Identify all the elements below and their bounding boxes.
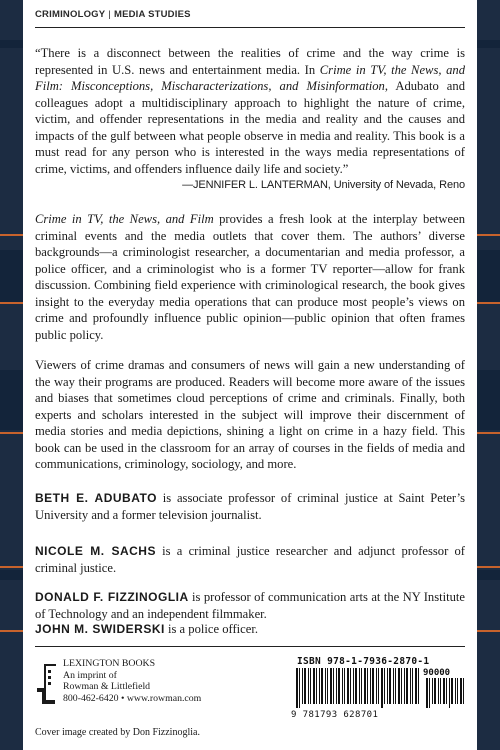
header-rule [35,27,465,28]
barcode-bar [429,678,430,708]
barcode-bar [384,668,385,704]
publisher-line-2: Rowman & Littlefield [63,681,151,693]
endorsement-quote [35,45,465,194]
barcode-bar [457,678,458,704]
description-text-2: Viewers of crime dramas and consumers of news will gain a new understanding of the way their programs are produced. Readers will become more aware of the issues and biases that sometimes cloud perceptions of crime and criminals. Finally, both experts and scholars interested in the subject will improve their discernment of media stories and media depictions, shining a light on crime in a hazy field. This book can be used in the classroom for an array of courses in the fields of media and communications, criminology, sociology, and more. [35,358,465,471]
cover-credit: Cover image created by Don Fizzinoglia. [35,727,200,738]
publisher-contact[interactable]: 800-462-6420 • www.rowman.com [63,692,202,704]
barcode-bar [432,678,433,704]
price-barcode-icon [425,678,465,708]
barcode-bar [333,668,334,704]
isbn-barcode-block [289,656,467,721]
author-bio [35,621,465,638]
author-name: NICOLE M. SACHS [35,544,156,558]
barcode-bar [338,668,340,704]
barcode-bar [344,668,345,704]
series-label [35,9,191,20]
barcode-bar [440,678,441,704]
barcode-bar [372,668,374,704]
barcode-bar [389,668,391,704]
barcode-bar [353,668,354,704]
barcode-bar [321,668,323,704]
barcode-icon [295,668,421,708]
barcode-bar [361,668,362,704]
description-text-1: provides a fresh look at the interplay between criminal events and the media outlets that cover them. The authors’ diverse backgrounds—a criminologist researcher, a documentarian and media professor, a police officer, and a criminologist who is a former TV reporter—allow for frank discussion. Combining field experience with criminological research, the book gives insight to the everyday media operations that can produce most people’s views on crime and profoundly influence public opinion—public opinion that often frames public policy. [35,212,465,342]
description-paragraph-2 [35,357,465,473]
quote-text-b: , Adubato and colleagues adopt a multidisciplinary approach to highlight the nature of crime, victim, and offender representations in the media and reality and the causes and impacts of the gulf between what people observe in media and reality. This book is a must read for any person who is interested in the ways media representations of crime, victims, and offenders influence daily life and society.” [35,79,465,176]
barcode-bar [387,668,388,704]
barcode-bar [296,668,298,708]
barcode-bar [426,678,428,708]
barcode-bar [336,668,337,704]
barcode-bar [463,678,464,704]
barcode-bar [350,668,351,704]
barcode-bar [310,668,311,704]
barcode-bar [449,678,450,708]
publisher-block [35,658,202,716]
barcode-bar [455,678,456,704]
barcode-bar [355,668,357,704]
author-bio-text: is a criminal justice researcher and adjunct professor of criminal justice. [35,544,466,575]
barcode-bar [359,668,360,704]
series-right: MEDIA STUDIES [113,9,191,20]
quote-book-title: Crime in TV, the News, and Film: Misconceptions, Mischaracterizations, and Misinformation [35,62,465,93]
barcode-bar [313,668,315,704]
series-separator: | [108,9,111,20]
barcode-bar [378,668,379,704]
barcode-bar [401,668,402,704]
barcode-bar [325,668,326,704]
author-bio-text: is a police officer. [164,622,258,636]
barcode-bar [308,668,309,704]
barcode-bar [451,678,453,704]
back-cover-panel [23,0,477,750]
price-code: 90000 [423,668,451,678]
barcode-bar [404,668,405,704]
barcode-bar [460,678,462,704]
barcode-bar [327,668,328,704]
author-bio [35,543,465,576]
barcode-bar [299,668,300,708]
author-name: BETH E. ADUBATO [35,491,157,505]
quote-text-a: “There is a disconnect between the realities of crime and the way crime is represented in U.S. news and entertainment media. In [35,46,465,77]
barcode-bar [381,668,383,708]
barcode-bar [370,668,371,704]
barcode-bar [316,668,317,704]
author-name: JOHN M. SWIDERSKI [35,622,165,636]
barcode-bar [438,678,439,704]
author-name: DONALD F. FIZZINOGLIA [35,590,189,604]
barcode-bar [393,668,394,704]
isbn-label: ISBN 978-1-7936-2870-1 [297,656,430,667]
barcode-bar [395,668,396,704]
lexington-books-logo [35,662,57,706]
barcode-bar [434,678,436,704]
barcode-bar [415,668,417,704]
barcode-bar [410,668,411,704]
publisher-info [63,658,201,704]
barcode-bar [418,668,419,704]
description-book-title: Crime in TV, the News, and Film [35,212,214,226]
barcode-bar [319,668,320,704]
barcode-bar [443,678,445,704]
footer-rule [35,646,465,647]
barcode-bar [376,668,377,704]
author-bio [35,589,465,622]
description-paragraph-1 [35,211,465,343]
author-bio-text: is professor of communication arts at the NY Institute of Technology and an independent filmmaker. [35,590,465,621]
barcode-bar [330,668,332,704]
ean-digits: 9 781793 628701 [291,710,379,720]
publisher-line-1: An imprint of [63,669,117,681]
barcode-bar [446,678,447,704]
barcode-bar [398,668,400,704]
barcode-bar [342,668,343,704]
barcode-bar [406,668,408,704]
series-left: CRIMINOLOGY [35,9,106,20]
author-bio-text: is associate professor of criminal justice at Saint Peter’s University and a former television journalist. [35,491,465,522]
barcode-bar [304,668,306,704]
publisher-name: LEXINGTON BOOKS [63,658,156,669]
barcode-bar [302,668,303,704]
barcode-bar [367,668,368,704]
barcode-bar [364,668,366,704]
barcode-bar [347,668,349,704]
barcode-bar [412,668,413,704]
quote-attribution: —JENNIFER L. LANTERMAN, University of Nevada, Reno [182,179,465,191]
author-bio [35,490,465,523]
